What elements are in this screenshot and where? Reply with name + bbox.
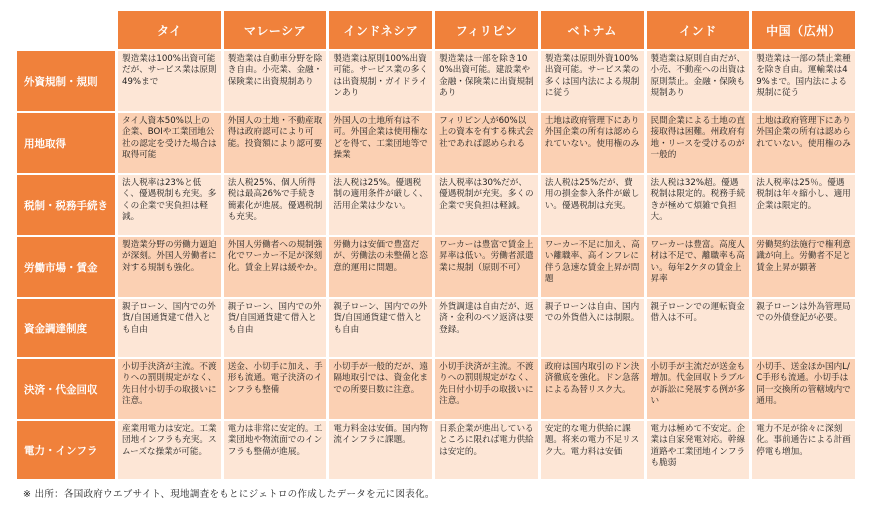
table-cell: 法人税率は25％。優遇税制は年々縮小し、適用企業は限定的。 (752, 175, 855, 235)
table-row (17, 237, 855, 297)
table-cell: 親子ローンは自由、国内での外貨借入には制限。 (541, 299, 644, 357)
table-cell: 外国人の土地・不動産取得は政府認可により可能。投資額により認可要 (224, 113, 327, 173)
table-cell: 土地は政府管理下にあり外国企業の所有は認められていない。使用権のみ (752, 113, 855, 173)
row-header: 電力・インフラ (17, 421, 115, 479)
table-cell: 製造業は自動車分野を除き自由。小売業、金融・保険業に出資規制あり (224, 51, 327, 111)
table-cell: 産業用電力は安定。工業団地インフラも充実。スムーズな操業が可能。 (118, 421, 221, 479)
table-cell: 電力不足が徐々に深刻化。事前通告による計画停電も増加。 (752, 421, 855, 479)
header-row (17, 11, 855, 49)
table-row (17, 175, 855, 235)
table-cell: 法人税は32%超。優遇税制は限定的。税務手続きが極めて煩雑で負担大。 (647, 175, 750, 235)
table-cell: ワーカーは豊富で賃金上昇率は低い。労働者派遣業に規制（原則不可） (435, 237, 538, 297)
table-cell: 小切手が一般的だが、遠隔地取引では、資金化までの所要日数に注意。 (329, 359, 432, 419)
table-cell: 外国人の土地所有は不可。外国企業は使用権などを得て、工業団地等で操業 (329, 113, 432, 173)
country-header-china-guangzhou: 中国（広州） (752, 11, 855, 49)
comparison-table (14, 9, 858, 481)
table-row (17, 51, 855, 111)
source-note: ※ 出所：各国政府ウエブサイト、現地調査をもとにジェトロの作成したデータを元に図表化。 (23, 489, 435, 500)
table-row (17, 359, 855, 419)
table-cell: 法人税率は23%と低く、優遇税制も充実。多くの企業で実負担は軽減。 (118, 175, 221, 235)
table-cell: 外国人労働者への規制強化でワーカー不足が深刻化。賃金上昇は緩やか。 (224, 237, 327, 297)
table-cell: 法人税は25%。優遇税制の適用条件が厳しく、活用企業は少ない。 (329, 175, 432, 235)
table-cell: 親子ローン、国内での外貨/自国通貨建て借入とも自由 (118, 299, 221, 357)
row-header: 用地取得 (17, 113, 115, 173)
table-cell: 法人税は25%だが、費用の損金参入条件が厳しい。優遇税制は充実。 (541, 175, 644, 235)
table-cell: 土地は政府管理下にあり外国企業の所有は認められていない。使用権のみ (541, 113, 644, 173)
table-cell: 小切手が主流だが送金も増加。代金回収トラブルが訴訟に発展する例が多い (647, 359, 750, 419)
table-cell: 製造業は一部の禁止業種を除き自由。運輸業は49%まで。国内法による規制に従う (752, 51, 855, 111)
row-header: 労働市場・賃金 (17, 237, 115, 297)
table-cell: 小切手決済が主流。不渡りへの罰則規定がなく、先日付小切手の取扱いに注意。 (435, 359, 538, 419)
table-cell: ワーカー不足に加え、高い離職率、高インフレに伴う急速な賃金上昇が問題 (541, 237, 644, 297)
country-header-india: インド (647, 11, 750, 49)
country-header-indonesia: インドネシア (329, 11, 432, 49)
table-cell: 親子ローン、国内での外貨/自国通貨建て借入とも自由 (224, 299, 327, 357)
table-cell: 送金、小切手に加え、手形も流通。電子決済のインフラも整備 (224, 359, 327, 419)
table-cell: 製造業は原則外資100%出資可能。サービス業の多くは国内法による規制に従う (541, 51, 644, 111)
table-cell: 親子ローン、国内での外貨/自国通貨建て借入とも自由 (329, 299, 432, 357)
table-cell: 親子ローンは外為管理局での外債登記が必要。 (752, 299, 855, 357)
table-cell: 製造業は原則100%出資可能。サービス業の多くは出資規制・ガイドラインあり (329, 51, 432, 111)
table-cell: 民間企業による土地の直接取得は困難。州政府有地・リースを受けるのが一般的 (647, 113, 750, 173)
table-cell: 小切手決済が主流。不渡りへの罰則規定がなく、先日付小切手の取扱いに注意。 (118, 359, 221, 419)
country-header-thailand: タイ (118, 11, 221, 49)
table-cell: フィリピン人が60%以上の資本を有する株式会社であれば認められる (435, 113, 538, 173)
table-cell: 製造業は一部を除き100%出資可能。建設業や金融・保険業に出資規制あり (435, 51, 538, 111)
row-header: 外資規制・規則 (17, 51, 115, 111)
table-row (17, 421, 855, 479)
table-row (17, 113, 855, 173)
table-cell: 電力料金は安価。国内物流インフラに課題。 (329, 421, 432, 479)
table-cell: 法人税25%、個人所得税は最高26%で手続き簡素化が進展。優遇税制も充実。 (224, 175, 327, 235)
table-cell: 小切手、送金ほか国内L/C手形も流通。小切手は同一交換所の管轄域内で通用。 (752, 359, 855, 419)
table-cell: 親子ローンでの運転資金借入は不可。 (647, 299, 750, 357)
table-cell: 電力は非常に安定的。工業団地や物流面でのインフラも整備が進展。 (224, 421, 327, 479)
country-header-malaysia: マレーシア (224, 11, 327, 49)
country-header-vietnam: ベトナム (541, 11, 644, 49)
table-cell: 法人税率は30%だが、優遇税制が充実。多くの企業で実負担は軽減。 (435, 175, 538, 235)
table-cell: ワーカーは豊富。高度人材は不足で、離職率も高い。毎年2ケタの賃金上昇率 (647, 237, 750, 297)
row-header: 決済・代金回収 (17, 359, 115, 419)
table-cell: タイ人資本50%以上の企業、BOIや工業団地公社の認定を受けた場合は取得可能 (118, 113, 221, 173)
table-cell: 労働力は安価で豊富だが、労働法の未整備と恣意的運用に問題。 (329, 237, 432, 297)
table-cell: 労働契約法施行で権利意識が向上。労働者不足と賃金上昇が顕著 (752, 237, 855, 297)
table-cell: 製造業は100%出資可能だが、サービス業は原則49%まで (118, 51, 221, 111)
corner-cell (17, 11, 115, 49)
row-header: 税制・税務手続き (17, 175, 115, 235)
table-cell: 安定的な電力供給に課題。将来の電力不足リスク大。電力料は安価 (541, 421, 644, 479)
table-cell: 電力は極めて不安定。企業は自家発電対応。幹線道路や工業団地インフラも脆弱 (647, 421, 750, 479)
table-cell: 製造業は原則自由だが、小売、不動産への出資は原則禁止。金融・保険も規制あり (647, 51, 750, 111)
table-cell: 日系企業が進出しているところに限れば電力供給は安定的。 (435, 421, 538, 479)
table-row (17, 299, 855, 357)
country-header-philippines: フィリピン (435, 11, 538, 49)
row-header: 資金調達制度 (17, 299, 115, 357)
table-cell: 外貨調達は自由だが、返済・金利のペソ返済は要登録。 (435, 299, 538, 357)
table-cell: 政府は国内取引のドン決済徹底を強化。ドン急落による為替リスク大。 (541, 359, 644, 419)
table-cell: 製造業分野の労働力逼迫が深刻。外国人労働者に対する規制も強化。 (118, 237, 221, 297)
